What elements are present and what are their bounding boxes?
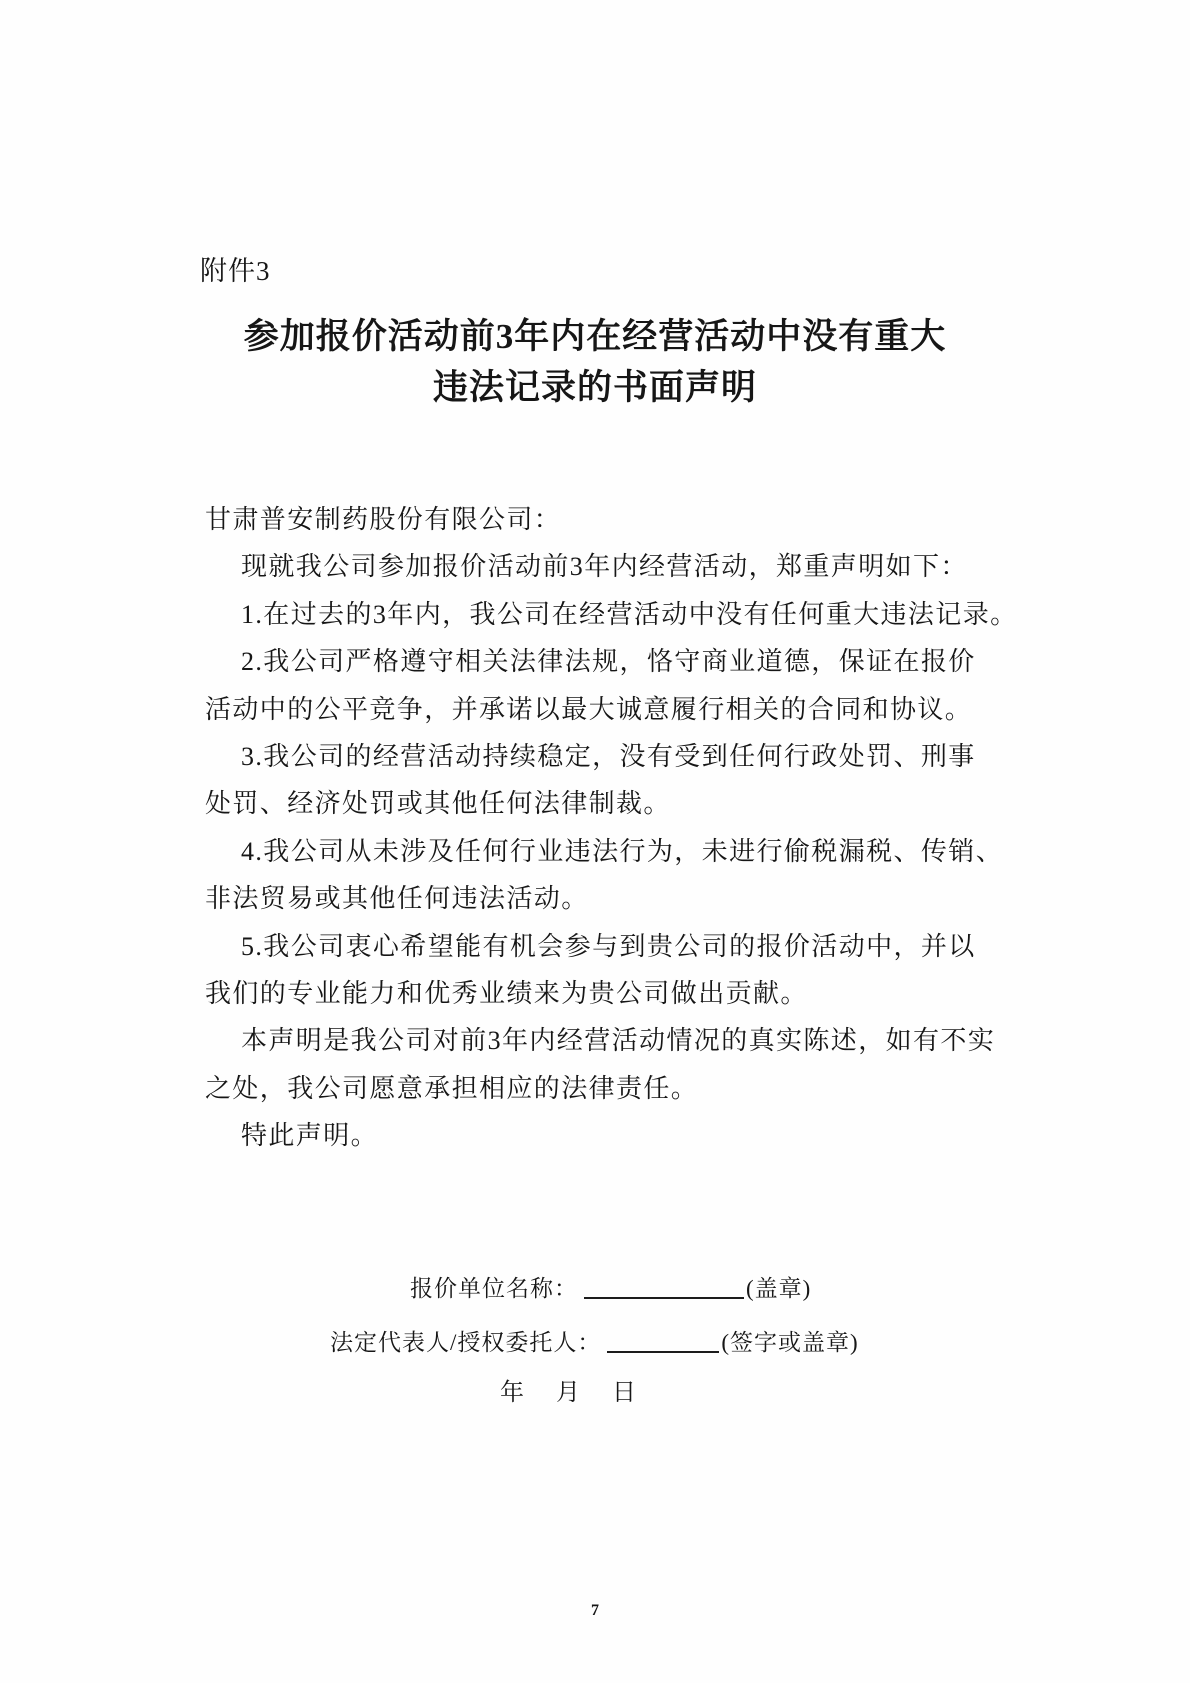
signature-unit-blank-line [584,1273,744,1299]
body-line: 1.在过去的3年内，我公司在经营活动中没有任何重大违法记录。 [241,599,1018,629]
body-line: 特此声明。 [241,1121,379,1151]
page-number: 7 [591,1602,599,1619]
body-line: 本声明是我公司对前3年内经营活动情况的真实陈述，如有不实 [241,1026,996,1056]
salutation: 甘肃普安制药股份有限公司： [205,505,562,534]
document-title-line-1: 参加报价活动前3年内在经营活动中没有重大 [243,317,947,356]
signature-representative-row [330,1324,859,1361]
body-line: 非法贸易或其他任何违法活动。 [205,884,589,914]
body-line: 活动中的公平竞争，并承诺以最大诚意履行相关的合同和协议。 [205,694,973,724]
body-line: 4.我公司从未涉及任何行业违法行为，未进行偷税漏税、传销、 [241,836,1004,866]
signature-unit-suffix: (盖章) [746,1276,812,1301]
date-month-label: 月 [556,1380,580,1406]
document-title-line-2: 违法记录的书面声明 [432,368,757,407]
body-line: 现就我公司参加报价活动前3年内经营活动，郑重声明如下： [241,552,968,582]
date-year-label: 年 [500,1380,524,1406]
attachment-label: 附件3 [200,256,271,286]
body-line: 2.我公司严格遵守相关法律法规，恪守商业道德，保证在报价 [241,647,976,677]
body-line: 5.我公司衷心希望能有机会参与到贵公司的报价活动中，并以 [241,931,976,961]
signature-representative-label: 法定代表人/授权委托人： [330,1330,602,1355]
signature-date-row [500,1375,636,1411]
body-line: 之处，我公司愿意承担相应的法律责任。 [205,1073,699,1103]
body-line: 处罚、经济处罚或其他任何法律制裁。 [205,789,671,819]
date-day-label: 日 [612,1380,636,1406]
signature-unit-label: 报价单位名称： [410,1276,578,1301]
body-line: 3.我公司的经营活动持续稳定，没有受到任何行政处罚、刑事 [241,742,976,772]
document-title [0,311,1190,413]
signature-unit-row [410,1270,811,1307]
signature-representative-suffix: (签字或盖章) [721,1330,859,1355]
signature-representative-blank-line [607,1327,719,1353]
body-line: 我们的专业能力和优秀业绩来为贵公司做出贡献。 [205,979,808,1009]
declaration-body [205,496,1018,1160]
